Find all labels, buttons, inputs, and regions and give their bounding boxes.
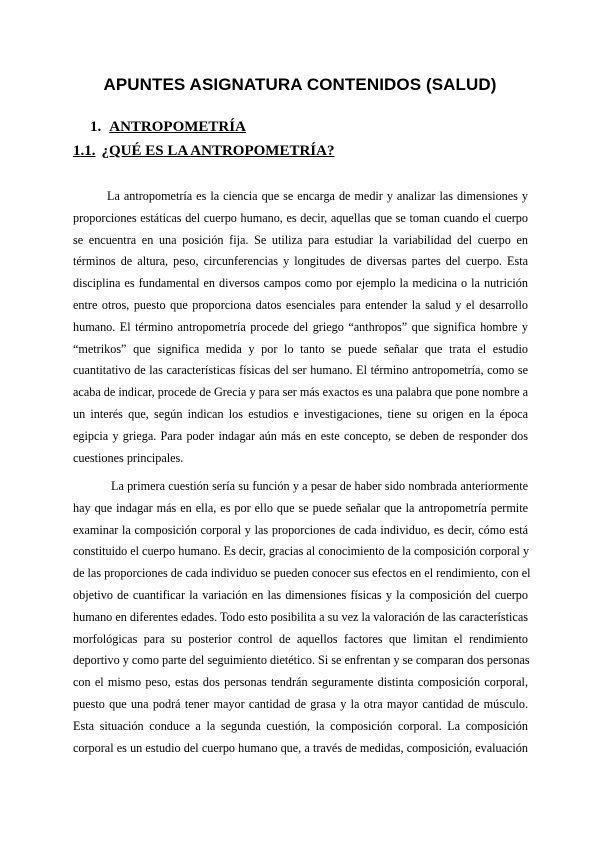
paragraph-line: puesto que una podrá tener mayor cantidad de grasa y la otra mayor cantidad de músculo.: [73, 696, 528, 711]
paragraph-2: [73, 476, 531, 759]
paragraph-line: cuantitativo de las características físicas del ser humano. El término antropometría, como se: [73, 363, 528, 378]
section-title: ANTROPOMETRÍA: [109, 119, 246, 135]
paragraph-line: hay que indagar más en ella, es por ello que se puede señalar que la antropometría permite: [73, 500, 528, 515]
subsection-heading: [73, 143, 334, 160]
paragraph-line: corporal es un estudio del cuerpo humano que, a través de medidas, composición, evaluación: [73, 740, 528, 755]
paragraph-line: cuestiones principales.: [73, 450, 184, 465]
paragraph-line: disciplina es fundamental en diversos campos como por ejemplo la medicina o la nutrición: [73, 276, 528, 291]
paragraph-line: morfológicas para su posterior control de aquellos factores que limitan el rendimiento: [73, 631, 528, 646]
document-title: APUNTES ASIGNATURA CONTENIDOS (SALUD): [103, 75, 497, 94]
section-heading: [90, 119, 246, 136]
paragraph-1: [73, 186, 528, 469]
paragraph-line: “metrikos” que significa medida y por lo tanto se puede señalar que trata el estudio: [73, 341, 528, 356]
paragraph-line: examinar la composición corporal y las proporciones de cada individuo, es decir, cómo está: [73, 522, 528, 537]
paragraph-line: humano en diferentes edades. Todo esto posibilita a su vez la valoración de las características: [73, 609, 528, 624]
section-number: 1.: [90, 119, 102, 135]
paragraph-line: Esta situación conduce a la segunda cuestión, la composición corporal. La composición: [73, 718, 528, 733]
paragraph-line: un interés que, según indican los estudios e investigaciones, tiene su origen en la época: [73, 406, 528, 421]
paragraph-line: La primera cuestión sería su función y a pesar de haber sido nombrada anteriormente: [111, 479, 528, 493]
paragraph-line: acaba de indicar, procede de Grecia y para ser más exactos es una palabra que pone nombre a: [73, 385, 528, 400]
paragraph-line: egipcia y griega. Para poder indagar aún más en este concepto, se deben de responder dos: [73, 428, 528, 443]
paragraph-line: constituido el cuerpo humano. Es decir, gracias al conocimiento de la composición corporal y: [73, 544, 530, 559]
paragraph-line: proporciones estáticas del cuerpo humano, es decir, aquellas que se toman cuando el cuerpo: [73, 210, 528, 225]
paragraph-line: La antropometría es la ciencia que se encarga de medir y analizar las dimensiones y: [107, 189, 528, 203]
subsection-title: ¿QUÉ ES LA ANTROPOMETRÍA?: [101, 143, 335, 159]
paragraph-line: términos de altura, peso, circunferencias y longitudes de diversas partes del cuerpo. Esta: [73, 254, 528, 269]
paragraph-line: deportivo y como parte del seguimiento dietético. Si se enfrentan y se comparan dos personas: [73, 653, 530, 668]
paragraph-line: objetivo de cuantificar la variación en las dimensiones físicas y la composición del cuerpo: [73, 587, 528, 602]
paragraph-line: se encuentra en una posición fija. Se utiliza para estudiar la variabilidad del cuerpo en: [73, 232, 528, 247]
paragraph-line: de las proporciones de cada individuo se pueden conocer sus efectos en el rendimiento, con el: [73, 566, 531, 581]
paragraph-line: entre otros, puesto que proporciona datos esenciales para entender la salud y el desarrollo: [73, 297, 528, 312]
subsection-number: 1.1.: [73, 143, 96, 159]
paragraph-line: humano. El término antropometría procede del griego “anthropos” que significa hombre y: [73, 319, 528, 334]
paragraph-line: con el mismo peso, estas dos personas tendrán seguramente distinta composición corporal,: [73, 675, 528, 690]
